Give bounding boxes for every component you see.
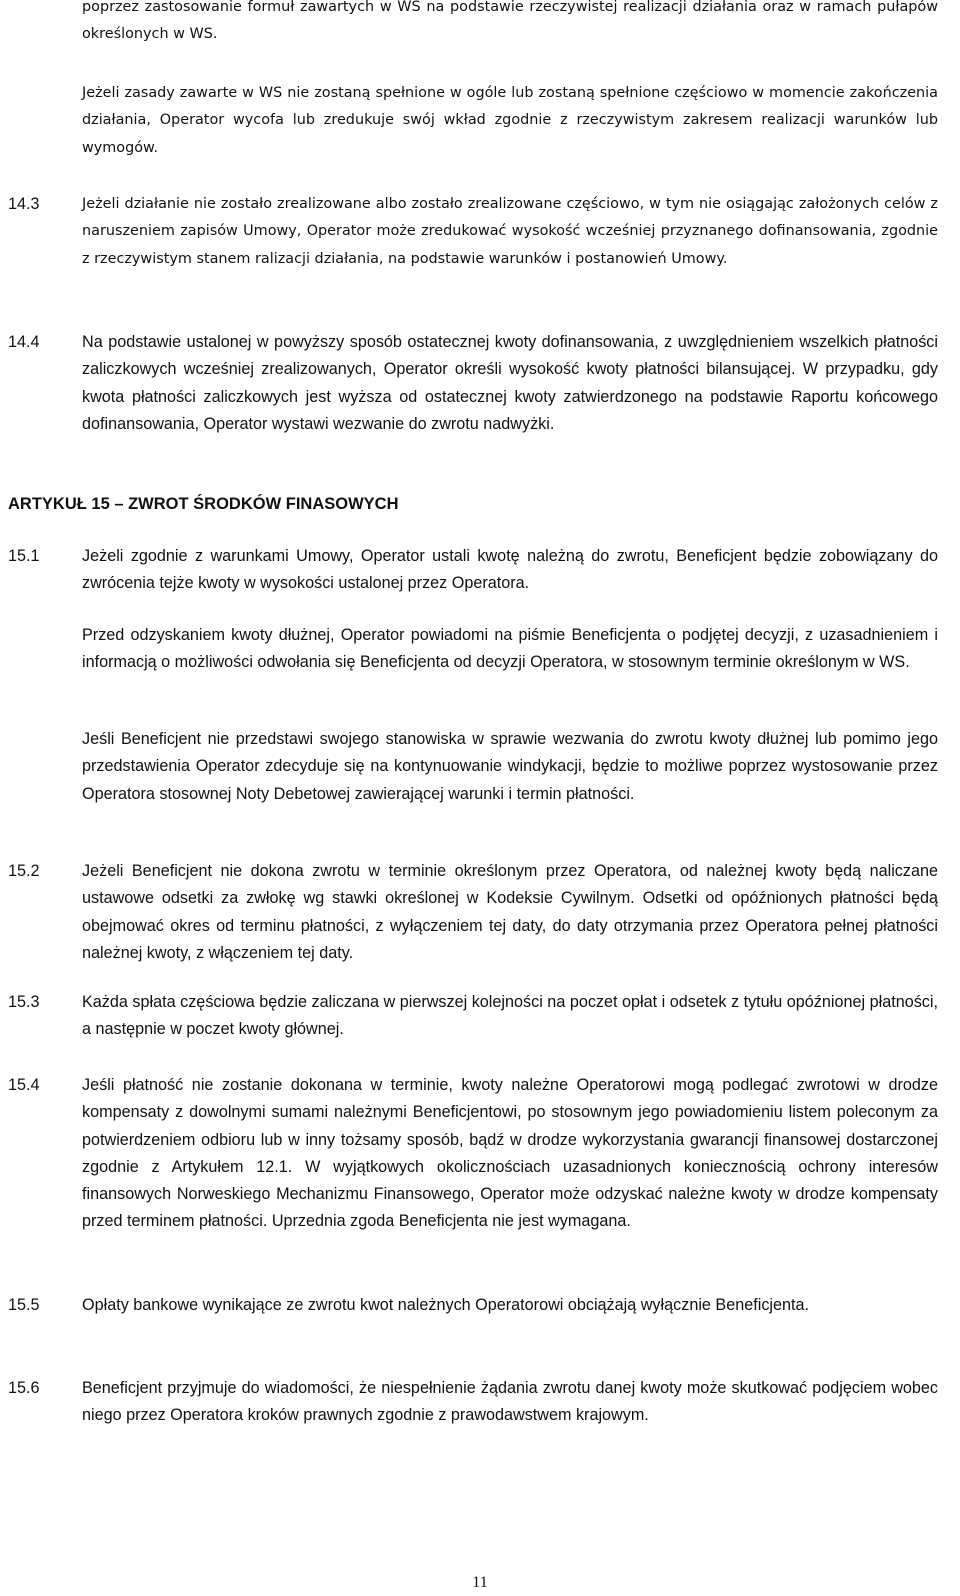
paragraph-14-2-second: Jeżeli zasady zawarte w WS nie zostaną spełnione w ogóle lub zostaną spełnione częściowo w momencie zakończenia działania, Operator wycofa lub zredukuje swój wkład zgodnie z rzeczywistym zakresem realizacji warunków lub wymogów.: [82, 85, 938, 156]
paragraph-14-4: Na podstawie ustalonej w powyższy sposób ostatecznej kwoty dofinansowania, z uwzględnieniem wszelkich płatności zaliczkowych wcześniej zrealizowanych, Operator określi wysokość kwoty płatności bilansującej. W przypadku, gdy kwota płatności zaliczkowych jest wyższa od ostatecznej kwoty zatwierdzonego na podstawie Raportu końcowego dofinansowania, Operator wystawi wezwanie do zwrotu nadwyżki.: [82, 333, 938, 433]
article-15-heading: ARTYKUŁ 15 – ZWROT ŚRODKÓW FINASOWYCH: [8, 495, 399, 513]
paragraph-15-6: Beneficjent przyjmuje do wiadomości, że niespełnienie żądania zwrotu danej kwoty może skutkować podjęciem wobec niego przez Operatora kroków prawnych zgodnie z prawodawstwem krajowym.: [82, 1379, 938, 1425]
section-number-14-3: 14.3: [8, 195, 40, 213]
section-number-15-6: 15.6: [8, 1379, 40, 1397]
page-number: 11: [472, 1574, 488, 1591]
paragraph-15-4: Jeśli płatność nie zostanie dokonana w terminie, kwoty należne Operatorowi mogą podlegać zwrotowi w drodze kompensaty z dowolnymi sumami należnymi Beneficjentowi, po stosownym jego powiadomieniu listem poleconym za potwierdzeniem odbioru lub w inny tożsamy sposób, bądź w drodze wykorzystania gwarancji finansowej dostarczonej zgodnie z Artykułem 12.1. W wyjątkowych okolicznościach uzasadnionych koniecznością ochrony interesów finansowych Norweskiego Mechanizmu Finansowego, Operator może odzyskać należne kwoty w drodze kompensaty przed terminem płatności. Uprzednia zgoda Beneficjenta nie jest wymagana.: [82, 1076, 938, 1231]
section-number-15-5: 15.5: [8, 1296, 40, 1314]
paragraph-14-3: Jeżeli działanie nie zostało zrealizowane albo zostało zrealizowane częściowo, w tym nie osiągając założonych celów z naruszeniem zapisów Umowy, Operator może zredukować wysokość wcześniej przyznanego dofinansowania, zgodnie z rzeczywistym stanem ralizacji działania, na podstawie warunków i postanowień Umowy.: [82, 196, 938, 267]
section-number-14-4: 14.4: [8, 333, 40, 351]
section-number-15-1: 15.1: [8, 547, 40, 565]
paragraph-15-5: Opłaty bankowe wynikające ze zwrotu kwot należnych Operatorowi obciążają wyłącznie Beneficjenta.: [82, 1296, 810, 1314]
section-number-15-3: 15.3: [8, 993, 40, 1011]
paragraph-15-1-second: Przed odzyskaniem kwoty dłużnej, Operator powiadomi na piśmie Beneficjenta o podjętej decyzji, z uzasadnieniem i informacją o możliwości odwołania się Beneficjenta od decyzji Operatora, w stosownym terminie określonym w WS.: [82, 626, 938, 672]
paragraph-15-3: Każda spłata częściowa będzie zaliczana w pierwszej kolejności na poczet opłat i odsetek z tytułu opóźnionej płatności, a następnie w poczet kwoty głównej.: [82, 993, 938, 1039]
paragraph-14-2-continuation: poprzez zastosowanie formuł zawartych w WS na podstawie rzeczywistej realizacji działania oraz w ramach pułapów określonych w WS.: [82, 0, 938, 43]
paragraph-15-1: Jeżeli zgodnie z warunkami Umowy, Operator ustali kwotę należną do zwrotu, Beneficjent będzie zobowiązany do zwrócenia tejże kwoty w wysokości ustalonej przez Operatora.: [82, 547, 938, 593]
section-number-15-4: 15.4: [8, 1076, 40, 1094]
section-number-15-2: 15.2: [8, 862, 40, 880]
paragraph-15-1-third: Jeśli Beneficjent nie przedstawi swojego stanowiska w sprawie wezwania do zwrotu kwoty dłużnej lub pomimo jego przedstawienia Operator zdecyduje się na kontynuowanie windykacji, będzie to możliwe poprzez wystosowanie przez Operatora stosownej Noty Debetowej zawierającej warunki i termin płatności.: [82, 730, 938, 803]
paragraph-15-2: Jeżeli Beneficjent nie dokona zwrotu w terminie określonym przez Operatora, od należnej kwoty będą naliczane ustawowe odsetki za zwłokę wg stawki określonej w Kodeksie Cywilnym. Odsetki od opóźnionych płatności będą obejmować okres od terminu płatności, z wyłączeniem tej daty, do daty otrzymania przez Operatora pełnej płatności należnej kwoty, z włączeniem tej daty.: [82, 862, 938, 962]
